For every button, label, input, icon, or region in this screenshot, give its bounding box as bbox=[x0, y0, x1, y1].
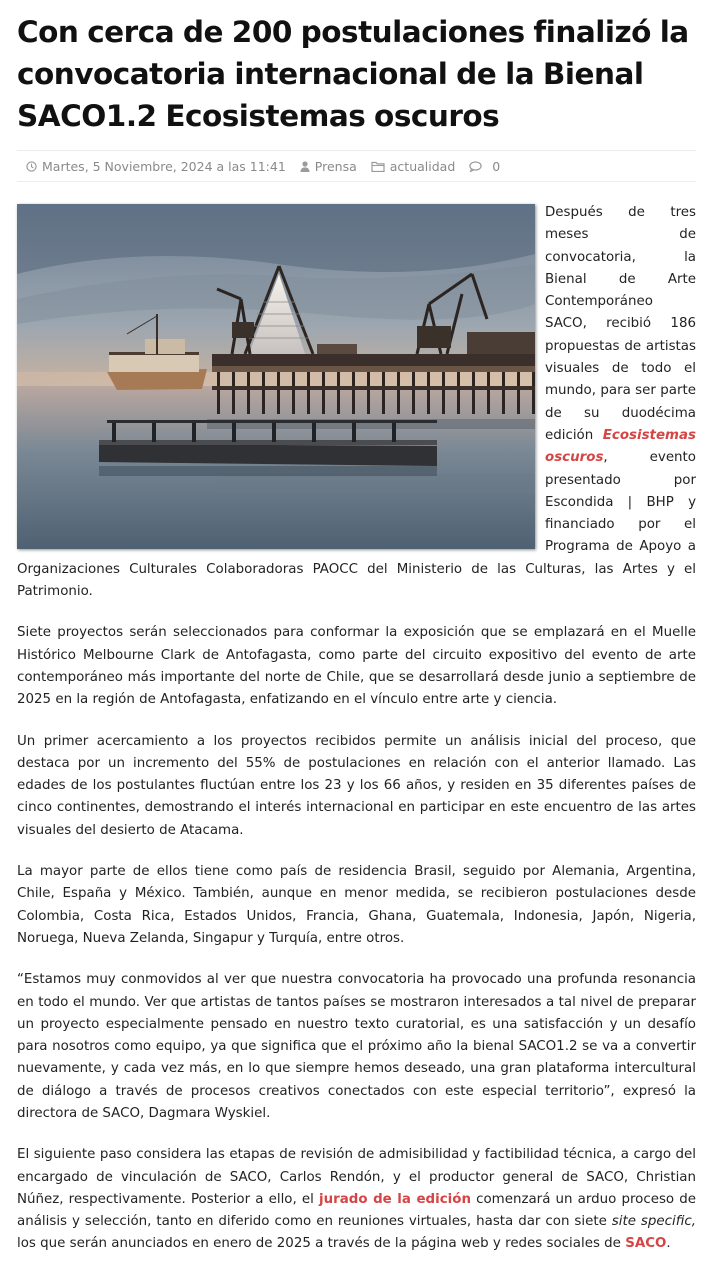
meta-comments[interactable] bbox=[469, 159, 500, 174]
meta-author-text[interactable]: Prensa bbox=[314, 158, 357, 174]
comment-icon bbox=[469, 161, 482, 172]
article-body bbox=[17, 202, 696, 1256]
jurado-edicion-link[interactable]: jurado de la edición bbox=[318, 1191, 471, 1207]
meta-category-link[interactable]: actualidad bbox=[389, 158, 456, 174]
ecosistemas-oscuros-link[interactable]: Ecosistemas oscuros bbox=[545, 427, 696, 466]
harbor-pier-photo bbox=[17, 204, 535, 549]
paragraph-4: La mayor parte de ellos tiene como país de residencia Brasil, seguido por Alemania, Argentina, Chile, España y México. También, aunque en menor medida, se recibieron postulaciones desde Colombia, Costa Rica, Estados Unidos, Francia, Ghana, Guatemala, Indonesia, Japón, Nigeria, Noruega, Nueva Zelanda, Singapur y Turquía, entre otros. bbox=[17, 864, 696, 946]
meta-comments-count[interactable]: 0 bbox=[492, 158, 501, 174]
article-meta bbox=[17, 150, 696, 182]
saco-link[interactable]: SACO bbox=[625, 1236, 667, 1252]
paragraph-6-text-d: . bbox=[666, 1236, 671, 1252]
meta-category[interactable] bbox=[371, 159, 456, 174]
paragraph-6-text-a: El siguiente paso considera las etapas de revisión de admisibilidad y factibilidad técnica, a cargo del encargado de vinculación de SACO, Carlos Rendón, y el productor general de SACO, Christian Núñez, respectivamente. Posterior a ello, el bbox=[17, 1147, 696, 1207]
paragraph-6 bbox=[17, 1144, 696, 1255]
paragraph-6-text-b: comenzará un arduo proceso de análisis y selección, tanto en diferido como en reuniones virtuales, hasta dar con siete bbox=[17, 1191, 697, 1230]
meta-date-text: Martes, 5 Noviembre, 2024 a las 11:41 bbox=[42, 158, 286, 174]
meta-author[interactable] bbox=[300, 159, 357, 174]
paragraph-6-text-c: los que serán anunciados en enero de 2025 a través de la página web y redes sociales de bbox=[17, 1236, 626, 1252]
paragraph-5-quote: “Estamos muy conmovidos al ver que nuestra convocatoria ha provocado una profunda resonancia en todo el mundo. Ver que artistas de tantos países se mostraron interesados a tal nivel de preparar un proyecto especialmente pensado en nuestro texto curatorial, es una satisfacción y un desafío para nosotros como equipo, ya que significa que el próximo año la bienal SACO1.2 se va a convertir nuevamente, y cada vez más, en lo que siempre hemos deseado, una gran plataforma intercultural de diálogo a través de procesos creativos conectados con este especial territorio”, expresó la directora de SACO, Dagmara Wyskiel. bbox=[17, 972, 696, 1121]
paragraph-3: Un primer acercamiento a los proyectos recibidos permite un análisis inicial del proceso, que destaca por un incremento del 55% de postulaciones en relación con el anterior llamado. Las edades de los postulantes fluctúan entre los 23 y los 66 años, y residen en 35 diferentes países de cinco continentes, demostrando el interés internacional en participar en este encuentro de las artes visuales del desierto de Atacama. bbox=[17, 733, 696, 838]
user-icon bbox=[300, 161, 310, 172]
article-title: Con cerca de 200 postulaciones finalizó la convocatoria internacional de la Bienal SACO1.2 Ecosistemas oscuros bbox=[17, 15, 689, 133]
clock-icon bbox=[26, 161, 37, 172]
paragraph-1-text-a: Después de tres meses de convocatoria, la Bienal de Arte Contemporáneo SACO, recibió 186 propuestas de artistas visuales de todo el mundo, para ser parte de su duodécima edición bbox=[545, 205, 696, 443]
meta-date bbox=[26, 159, 286, 174]
site-specific-text: site specific, bbox=[611, 1214, 696, 1230]
folder-icon bbox=[371, 161, 385, 172]
paragraph-2: Siete proyectos serán seleccionados para conformar la exposición que se emplazará en el Muelle Histórico Melbourne Clark de Antofagasta, como parte del circuito expositivo del evento de arte contemporáneo más importante del norte de Chile, que se desarrollará desde junio a septiembre de 2025 en la región de Antofagasta, enfatizando en el vínculo entre arte y ciencia. bbox=[17, 625, 696, 708]
article-container bbox=[17, 0, 696, 1256]
paragraph-1-text-b: , evento presentado por Escondida | BHP y financiado por el Programa de Apoyo a Organizaciones Culturales Colaboradoras PAOCC del Ministerio de las Culturas, las Artes y el Patrimonio. bbox=[17, 450, 696, 600]
